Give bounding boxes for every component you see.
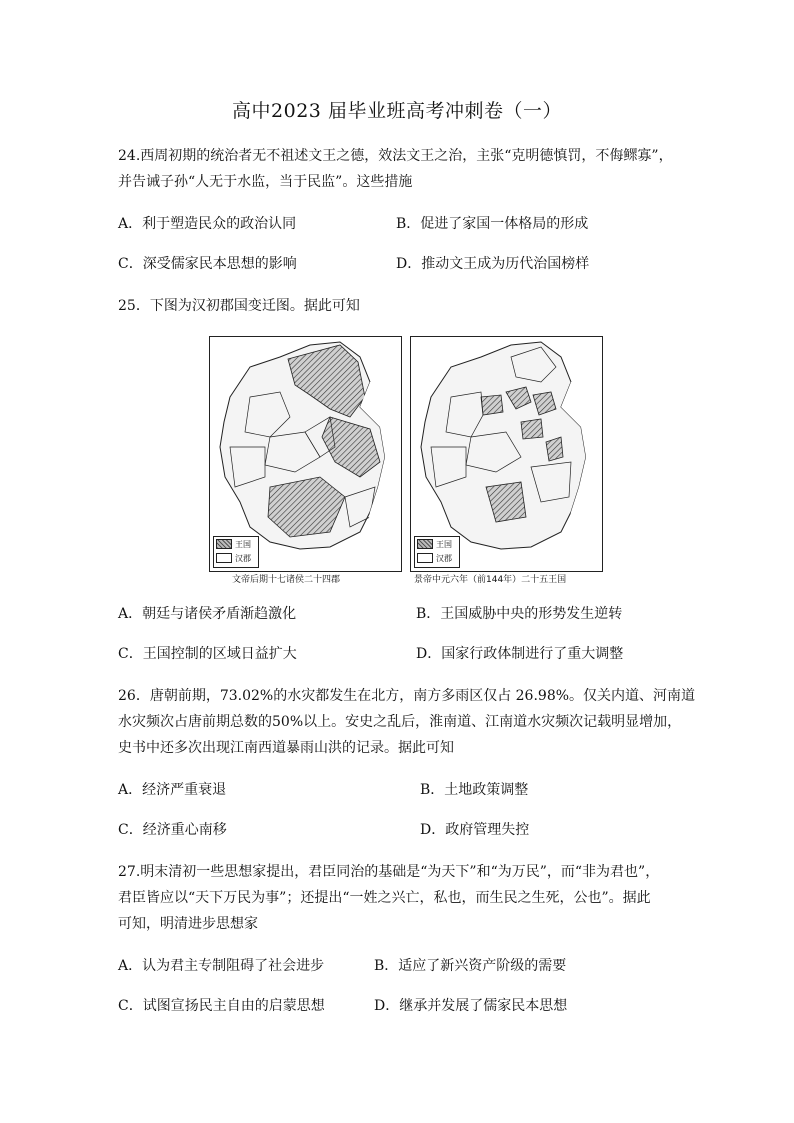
legend-commandery-swatch — [417, 553, 433, 563]
q26-option-a[interactable]: A．经济严重衰退 — [118, 782, 227, 798]
q26-stem-line2: 水灾频次占唐前期总数的50%以上。安史之乱后，淮南道、江南道水灾频次记载明显增加， — [118, 714, 682, 730]
q25-option-b[interactable]: B．王国威胁中央的形势发生逆转 — [416, 606, 623, 622]
q25-stem: 25．下图为汉初郡国变迁图。据此可知 — [118, 298, 360, 314]
q26-option-b[interactable]: B．土地政策调整 — [420, 782, 529, 798]
legend-kingdom-label: 王国 — [235, 539, 251, 549]
q27-option-a[interactable]: A．认为君主专制阻碍了社会进步 — [118, 958, 325, 974]
q24-option-d[interactable]: D．推动文王成为历代治国榜样 — [396, 256, 590, 272]
q25-option-c[interactable]: C．王国控制的区域日益扩大 — [118, 646, 297, 662]
q24-option-b[interactable]: B．促进了家国一体格局的形成 — [396, 216, 589, 232]
q27-stem-line3: 可知，明清进步思想家 — [118, 916, 258, 932]
legend-kingdom-swatch — [216, 539, 232, 549]
q26-stem-line3: 史书中还多次出现江南西道暴雨山洪的记录。据此可知 — [118, 740, 454, 756]
q27-option-d[interactable]: D．继承并发展了儒家民本思想 — [374, 998, 568, 1014]
legend-commandery-label: 汉郡 — [436, 553, 452, 563]
q26-option-d[interactable]: D．政府管理失控 — [420, 822, 530, 838]
map-left-legend — [213, 536, 259, 568]
exam-title: 高中2023 届毕业班高考冲刺卷（一） — [232, 100, 562, 122]
q24-option-c[interactable]: C．深受儒家民本思想的影响 — [118, 256, 297, 272]
q26-stem-line1: 26．唐朝前期，73.02%的水灾都发生在北方，南方多雨区仅占 26.98%。仅关内道、河南道 — [118, 688, 696, 704]
q27-stem-line2: 君臣皆应以“天下万民为事”；还提出“一姓之兴亡，私也，而生民之生死，公也”。据此 — [118, 890, 651, 906]
q24-option-a[interactable]: A．利于塑造民众的政治认同 — [118, 216, 297, 232]
q27-option-c[interactable]: C．试图宣扬民主自由的启蒙思想 — [118, 998, 325, 1014]
q27-option-b[interactable]: B．适应了新兴资产阶级的需要 — [374, 958, 567, 974]
q25-option-d[interactable]: D．国家行政体制进行了重大调整 — [416, 646, 624, 662]
legend-commandery-swatch — [216, 553, 232, 563]
q25-option-a[interactable]: A．朝廷与诸侯矛盾渐趋激化 — [118, 606, 297, 622]
map-right-caption: 景帝中元六年（前144年）二十五王国 — [414, 575, 567, 585]
map-left-caption: 文帝后期十七诸侯二十四郡 — [232, 575, 341, 585]
q24-stem-line2: 并告诫子孙“人无于水监，当于民监”。这些措施 — [118, 174, 413, 190]
map-right-legend — [414, 536, 460, 568]
legend-kingdom-swatch — [417, 539, 433, 549]
q27-stem-line1: 27.明末清初一些思想家提出，君臣同治的基础是“为天下”和“为万民”，而“非为君也”， — [118, 864, 660, 880]
map-right-jingdi — [410, 336, 603, 572]
legend-commandery-label: 汉郡 — [235, 553, 251, 563]
legend-kingdom-label: 王国 — [436, 539, 452, 549]
q26-option-c[interactable]: C．经济重心南移 — [118, 822, 227, 838]
map-left-wendi — [209, 336, 402, 572]
q24-stem-line1: 24.西周初期的统治者无不祖述文王之德，效法文王之治，主张“克明德慎罚，不侮鳏寡”， — [118, 148, 673, 164]
